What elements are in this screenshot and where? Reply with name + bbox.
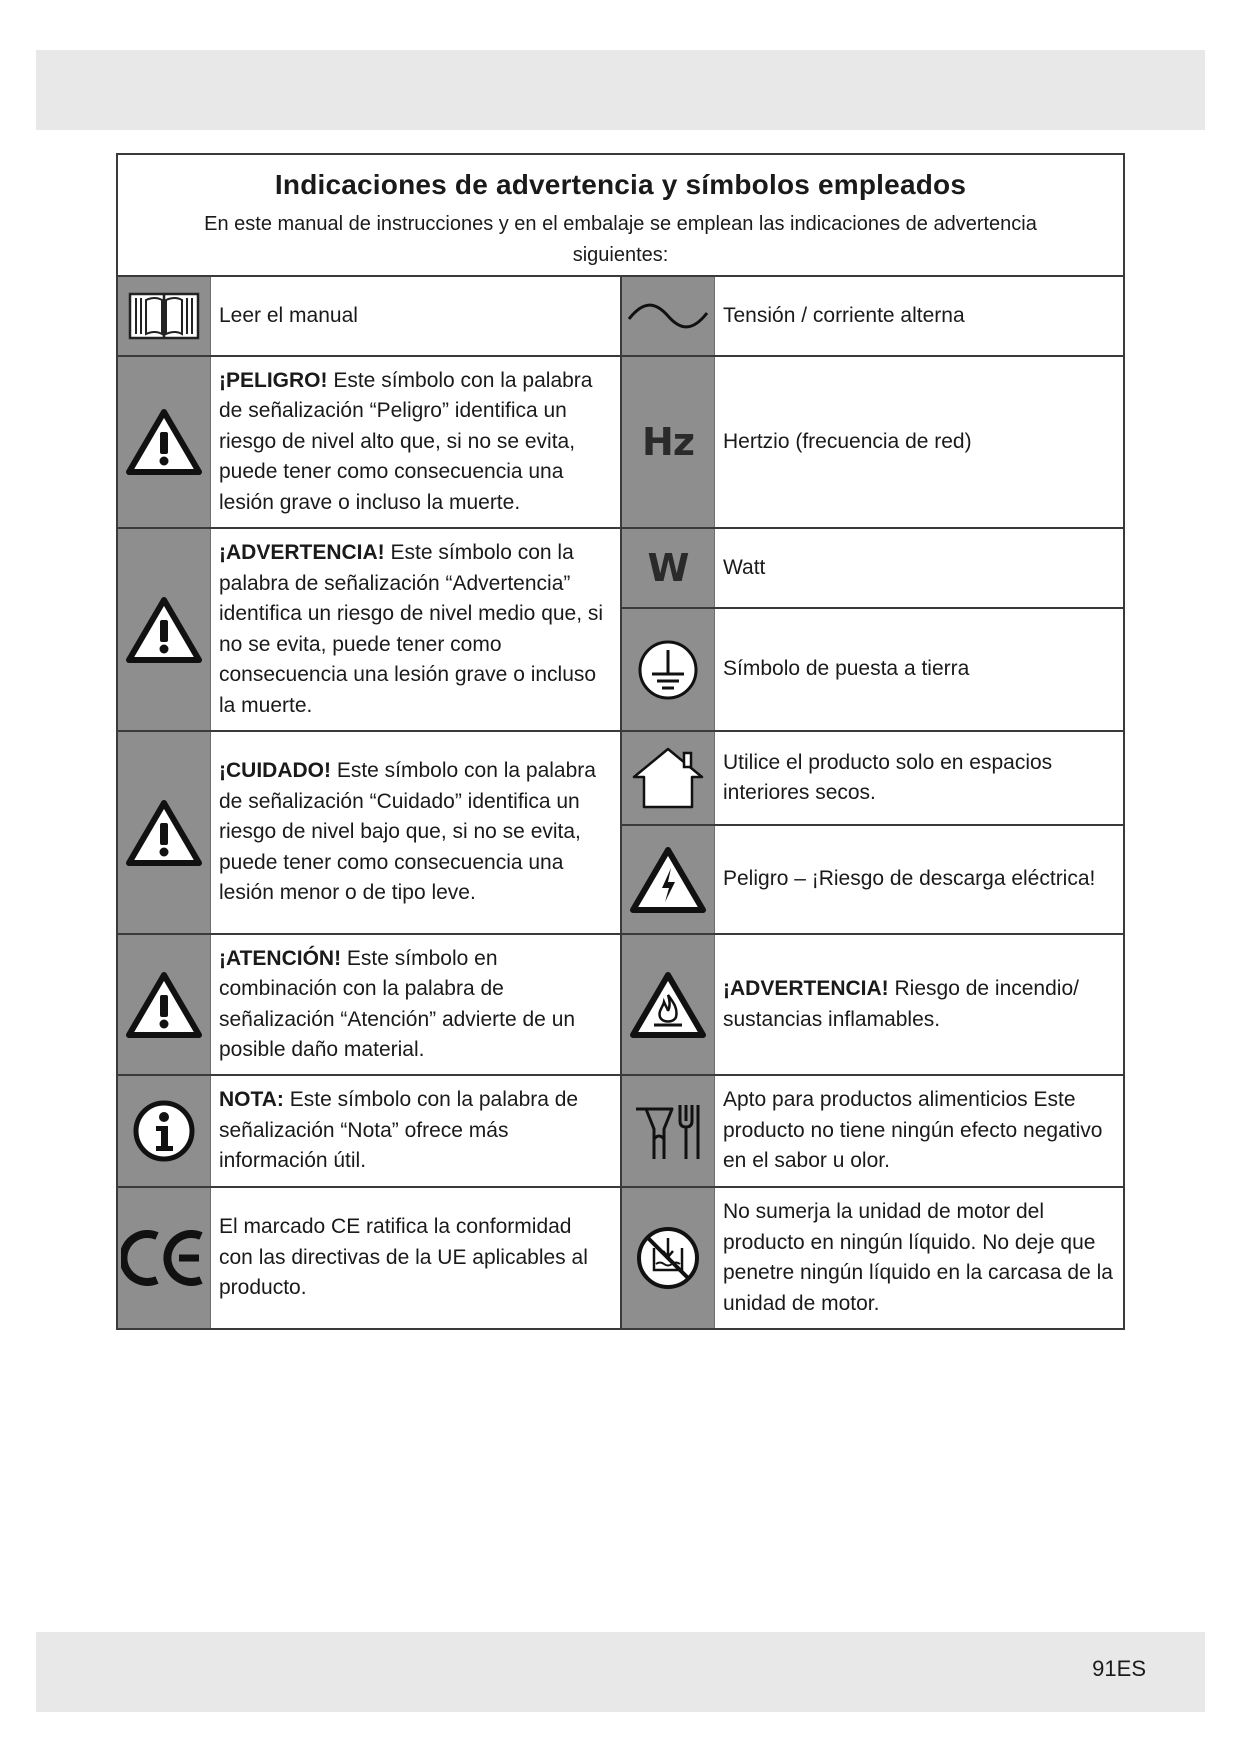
symbol-row-nota [118,1076,620,1188]
watt-symbol-text: W [647,546,689,590]
warning-triangle-icon [118,357,211,527]
right-column [622,277,1123,1328]
warning-symbols-table [116,153,1125,1330]
electric-shock-icon [622,826,715,933]
symbol-description: Este símbolo en combinación con la palabra de señalización “Atención” advierte de un posible daño material. [219,946,576,1061]
symbol-description: Watt [723,555,766,579]
symbol-description: El marcado CE ratifica la conformidad con las directivas de la UE aplicables al producto. [219,1215,588,1300]
food-safe-icon [622,1076,715,1186]
page-title: Indicaciones de advertencia y símbolos empleados [274,169,967,200]
symbol-row-no-immersion [622,1188,1123,1328]
symbol-description: Riesgo de incendio/ sustancias inflamables. [723,977,1079,1031]
symbol-description: No sumerja la unidad de motor del producto en ningún líquido. No deje que penetre ningún líquido en la carcasa de la unidad de motor. [723,1200,1113,1315]
symbol-description: Este símbolo con la palabra de señalización “Peligro” identifica un riesgo de nivel alto que, si no se evita, puede tener como consecuencia una lesión grave o incluso la muerte. [219,368,593,514]
page-number: 91ES [1092,1656,1146,1681]
symbol-row-peligro [118,357,620,529]
symbol-row-watt [622,529,1123,609]
symbol-row-electric-shock [622,826,1123,935]
no-immersion-icon [622,1188,715,1328]
hz-symbol-text: Hz [642,420,694,464]
symbol-row-advertencia [118,529,620,732]
signal-word: NOTA: [219,1088,284,1112]
ce-mark-icon [118,1188,211,1328]
symbol-row-food-safe [622,1076,1123,1188]
symbol-row-ground [622,609,1123,732]
symbol-row-hz [622,357,1123,529]
symbol-description: Este símbolo con la palabra de señalización “Advertencia” identifica un riesgo de nivel medio que, si no se evita, puede tener como consecuencia una lesión grave o incluso la muerte. [219,541,604,717]
symbol-description: Peligro – ¡Riesgo de descarga eléctrica! [723,867,1096,891]
hz-icon [622,357,715,527]
signal-word: ¡CUIDADO! [219,759,331,783]
left-column [118,277,622,1328]
signal-word: ¡ATENCIÓN! [219,946,342,970]
warning-triangle-icon [118,732,211,933]
top-band [36,50,1205,130]
symbol-description: Este símbolo con la palabra de señalización “Cuidado” identifica un riesgo de nivel bajo que, si no se evita, puede tener como consecuencia una lesión menor o de tipo leve. [219,759,596,905]
symbol-description: Apto para productos alimenticios Este producto no tiene ningún efecto negativo en el sabor u olor. [723,1088,1103,1173]
symbol-row-fire [622,935,1123,1076]
alternating-current-icon [622,277,715,355]
symbol-row-atencion [118,935,620,1076]
symbol-description: Utilice el producto solo en espacios interiores secos. [723,750,1053,804]
watt-icon [622,529,715,607]
symbol-description: Símbolo de puesta a tierra [723,657,970,681]
symbol-row-ac [622,277,1123,357]
symbol-description: Hertzio (frecuencia de red) [723,429,972,453]
symbol-description: Leer el manual [219,303,358,327]
house-icon [622,732,715,824]
symbol-row-ce [118,1188,620,1328]
book-icon [118,277,211,355]
symbol-row-read-manual [118,277,620,357]
signal-word: ¡ADVERTENCIA! [219,541,385,564]
symbol-description: Tensión / corriente alterna [723,303,965,327]
table-header [118,155,1123,277]
symbol-row-cuidado [118,732,620,935]
symbol-row-indoor [622,732,1123,826]
symbol-description: Este símbolo con la palabra de señalización “Nota” ofrece más información útil. [219,1088,579,1173]
fire-hazard-icon [622,935,715,1074]
ground-icon [622,609,715,730]
signal-word: ¡ADVERTENCIA! [723,977,889,1000]
warning-triangle-icon [118,935,211,1074]
bottom-band [36,1632,1205,1712]
page-subtitle: En este manual de instrucciones y en el embalaje se emplean las indicaciones de advertencia siguientes: [204,213,1037,266]
signal-word: ¡PELIGRO! [219,368,328,392]
info-icon [118,1076,211,1186]
warning-triangle-icon [118,529,211,730]
